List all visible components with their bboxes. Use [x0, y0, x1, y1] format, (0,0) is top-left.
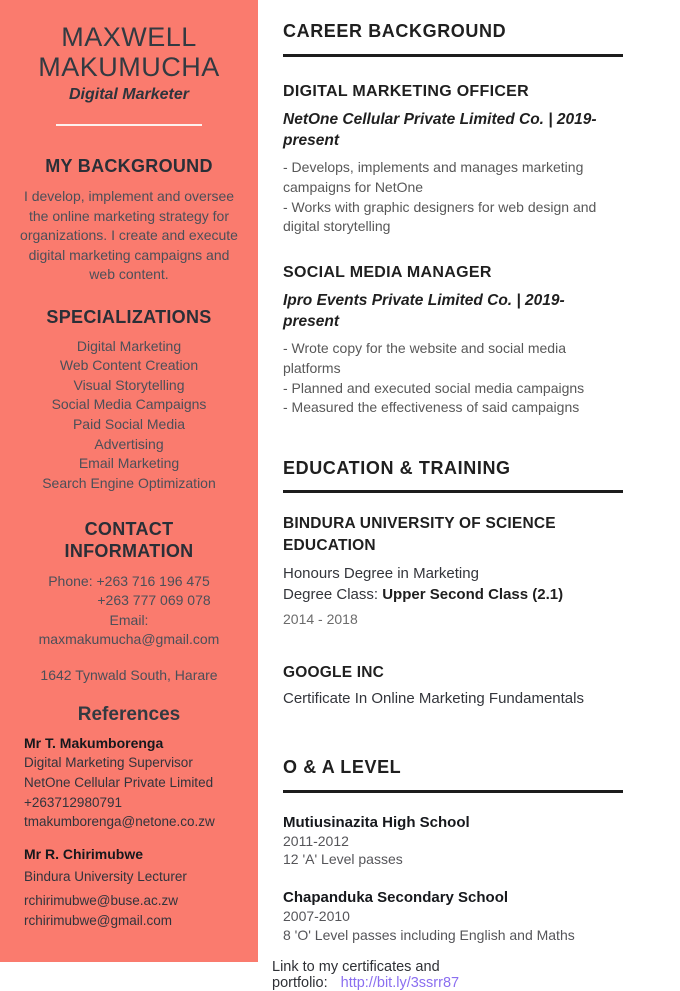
contact-heading: CONTACT INFORMATION [64, 519, 194, 561]
person-name-line1: MAXWELL [61, 22, 197, 52]
reference-line: Digital Marketing Supervisor [24, 755, 193, 771]
specializations-heading: SPECIALIZATIONS [46, 307, 212, 328]
degree-class-value: Upper Second Class (2.1) [382, 586, 564, 604]
person-role: Digital Marketer [68, 86, 190, 104]
specialization-item: Email Marketing [78, 455, 180, 472]
person-name [18, 22, 240, 82]
sidebar-divider [56, 124, 202, 126]
specialization-item: Social Media Campaigns [51, 396, 207, 413]
reference-name: Mr R. Chirimubwe [24, 845, 144, 862]
references-heading: References [77, 703, 181, 725]
job-company: Ipro Events Private Limited Co. | 2019- present [283, 291, 565, 331]
job-entry [283, 263, 623, 418]
portfolio-link-label: Link to my certificates and portfolio: [272, 959, 440, 991]
contact-address: 1642 Tynwald South, Harare [40, 666, 218, 683]
school-years: 2007-2010 [283, 908, 350, 925]
certificate-line: Certificate In Online Marketing Fundamentals [283, 690, 584, 708]
specialization-item: Search Engine Optimization [42, 474, 216, 491]
specialization-item: Digital Marketing [76, 337, 182, 354]
job-bullets [283, 339, 623, 417]
degree-class-label: Degree Class: [283, 586, 383, 604]
reference-line: NetOne Cellular Private Limited [24, 775, 214, 791]
university-name: BINDURA UNIVERSITY OF SCIENCE EDUCATION [283, 515, 556, 554]
university-years: 2014 - 2018 [283, 611, 358, 628]
portfolio-link-row [272, 959, 623, 991]
reference-entry [18, 735, 240, 831]
reference-line: rchirimubwe@gmail.com [24, 912, 172, 928]
school-detail: 8 'O' Level passes including English and Maths [283, 926, 575, 943]
olevel-heading-rule [283, 790, 623, 793]
specialization-item: Visual Storytelling [73, 376, 185, 393]
education-heading-rule [283, 490, 623, 493]
reference-line: rchirimubwe@buse.ac.zw [24, 892, 179, 908]
job-bullet: - Works with graphic designers for web design and digital storytelling [283, 198, 597, 235]
google-name: GOOGLE INC [283, 663, 385, 681]
sidebar [0, 0, 258, 962]
contact-block [18, 572, 240, 650]
job-title: SOCIAL MEDIA MANAGER [283, 263, 492, 281]
specialization-item: Paid Social Media [72, 416, 186, 432]
degree-class-line [283, 584, 623, 605]
reference-line: tmakumborenga@netone.co.zw [24, 814, 215, 830]
job-bullets [283, 158, 623, 236]
contact-phone-1: Phone: +263 716 196 475 [48, 572, 210, 589]
career-heading-rule [283, 54, 623, 57]
school-entry [283, 888, 623, 944]
job-bullet: - Measured the effectiveness of said campaigns [283, 399, 580, 416]
specializations-list [18, 337, 240, 494]
school-entry [283, 813, 623, 869]
job-bullet: - Planned and executed social media campaigns [283, 379, 585, 396]
job-entry [283, 82, 623, 237]
job-company: NetOne Cellular Private Limited Co. | 2019- present [283, 110, 597, 149]
job-title: DIGITAL MARKETING OFFICER [283, 82, 530, 100]
background-text: I develop, implement and oversee the online marketing strategy for organizations. I create and execute digital marketing campaigns and web content. [20, 188, 238, 283]
career-heading: CAREER BACKGROUND [283, 21, 507, 41]
education-heading: EDUCATION & TRAINING [283, 457, 511, 478]
background-heading: MY BACKGROUND [45, 156, 213, 177]
main-content [258, 0, 680, 991]
job-bullet: - Develops, implements and manages marketing campaigns for NetOne [283, 159, 584, 195]
specialization-item: Web Content Creation [59, 357, 199, 374]
olevel-heading: O & A LEVEL [283, 757, 402, 778]
contact-email: maxmakumucha@gmail.com [38, 631, 220, 648]
school-name: Mutiusinazita High School [283, 813, 470, 831]
school-detail: 12 'A' Level passes [283, 851, 403, 868]
reference-line: +263712980791 [24, 794, 122, 810]
specialization-item: Advertising [94, 435, 164, 452]
person-name-line2: MAKUMUCHA [38, 52, 220, 83]
education-entry [283, 662, 623, 707]
contact-email-label: Email: [109, 611, 149, 628]
contact-phone-2: +263 777 069 078 [97, 592, 211, 609]
degree-line: Honours Degree in Marketing [283, 565, 479, 583]
reference-line: Bindura University Lecturer [24, 869, 187, 885]
portfolio-link[interactable]: http://bit.ly/3ssrr87 [340, 975, 460, 991]
school-name: Chapanduka Secondary School [283, 889, 509, 907]
education-entry [283, 513, 623, 629]
reference-name: Mr T. Makumborenga [24, 734, 164, 751]
job-bullet: - Wrote copy for the website and social media platforms [283, 340, 566, 377]
school-years: 2011-2012 [283, 832, 349, 849]
reference-entry [18, 846, 240, 929]
